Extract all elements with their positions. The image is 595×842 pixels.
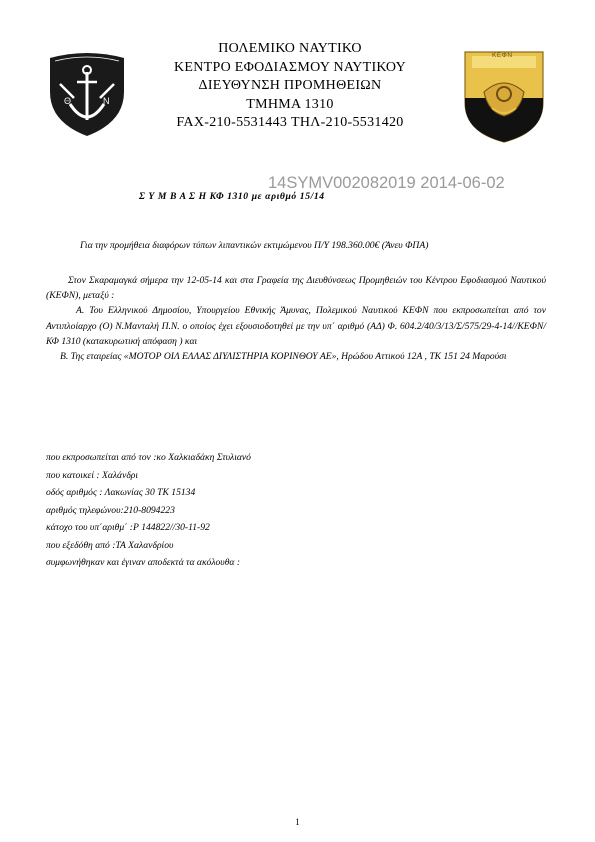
contract-title: Σ Υ Μ Β Α Σ Η ΚΦ 1310 με αριθμό 15/14 (139, 191, 325, 202)
header-line-2: ΚΕΝΤΡΟ ΕΦΟΔΙΑΣΜΟΥ ΝΑΥΤΙΚΟΥ (173, 59, 407, 75)
document-header (140, 40, 440, 133)
registry-watermark: 14SYMV002082019 2014-06-02 (268, 174, 505, 192)
header-line-3: ΔΙΕΥΘΥΝΣΗ ΠΡΟΜΗΘΕΙΩΝ (198, 78, 382, 94)
detail-line: αριθμός τηλεφώνου:210-8094223 (46, 504, 175, 516)
contract-body (46, 273, 546, 364)
representative-details (46, 449, 251, 572)
detail-line: που εκπροσωπείται από τον :κο Χαλκιαδάκη Στυλιανό (46, 452, 251, 463)
detail-line: κάτοχο του υπ΄αριθμ΄ :Ρ 144822//30-11-92 (46, 522, 210, 533)
body-paragraph-3: Β. Της εταιρείας «ΜΟΤΟΡ ΟΙΛ ΕΛΛΑΣ ΔΙΥΛΙΣΤΗΡΙΑ ΚΟΡΙΝΘΟΥ ΑΕ», Ηρώδου Αττικού 12Α , ΤΚ 151 24 Μαρούσι (60, 351, 507, 363)
header-line-5: FAX-210-5531443 ΤΗΛ-210-5531420 (176, 115, 404, 131)
detail-line: οδός αριθμός : Λακωνίας 30 ΤΚ 15134 (46, 487, 196, 498)
navy-emblem-logo (46, 48, 128, 138)
header-line-4: ΤΜΗΜΑ 1310 (246, 96, 334, 112)
contract-subject: Για την προμήθεια διαφόρων τύπων λιπαντικών εκτιμώμενου Π/Υ 198.360.00€ (Άνευ ΦΠΑ) (80, 240, 429, 251)
detail-line: συμφωνήθηκαν και έγιναν αποδεκτά τα ακόλουθα : (46, 557, 241, 568)
svg-text:Θ: Θ (64, 96, 72, 106)
kefn-crest-logo (462, 46, 546, 144)
body-paragraph-1: Στον Σκαραμαγκά σήμερα την 12-05-14 και στα Γραφεία της Διευθύνσεως Προμηθειών του Κέντρου Εφοδιασμού Ναυτικού (ΚΕΦΝ), μεταξύ : (46, 275, 546, 302)
detail-line: που κατοικεί : Χαλάνδρι (46, 469, 139, 481)
page-number: 1 (295, 817, 300, 827)
kefn-crest-text: ΚΕΦΝ (492, 52, 513, 59)
detail-line: που εξεδόθη από :ΤΑ Χαλανδρίου (46, 539, 174, 551)
svg-text:Ν: Ν (103, 96, 110, 106)
header-line-1: ΠΟΛΕΜΙΚΟ ΝΑΥΤΙΚΟ (218, 41, 362, 56)
body-paragraph-2: Α. Του Ελληνικού Δημοσίου, Υπουργείου Εθνικής Άμυνας, Πολεμικού Ναυτικού ΚΕΦΝ που εκπροσωπείται από τον Αντιπλοίαρχο (Ο) Ν.Μανταλή Π.Ν. ο οποίος έχει εξουσιοδοτηθεί με την υπ΄ αριθμό (ΑΔ) Φ. 604.2/40/3/13/Σ/575/29-4-14//ΚΕΦΝ/ ΚΦ 1310 (κατακυρωτική απόφαση ) και (46, 305, 546, 347)
